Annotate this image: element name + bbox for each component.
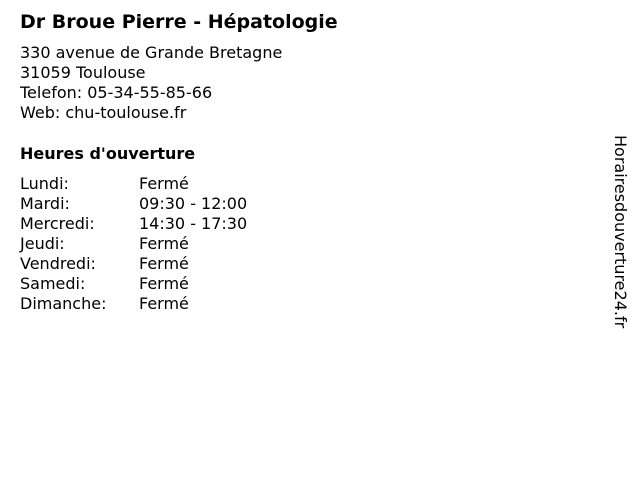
contact-info bbox=[20, 43, 282, 123]
hours-value: Fermé bbox=[139, 254, 189, 273]
hours-value: Fermé bbox=[139, 274, 189, 293]
watermark-site-name: Horairesdouverture24.fr bbox=[611, 135, 630, 329]
hours-value: Fermé bbox=[139, 234, 189, 253]
city-address: 31059 Toulouse bbox=[20, 63, 146, 82]
hours-value: Fermé bbox=[139, 174, 189, 193]
day-label: Mardi: bbox=[20, 194, 70, 213]
opening-hours-heading: Heures d'ouverture bbox=[20, 144, 196, 163]
day-label: Samedi: bbox=[20, 274, 86, 293]
phone-number: Telefon: 05-34-55-85-66 bbox=[20, 83, 213, 102]
day-label: Lundi: bbox=[20, 174, 69, 193]
hours-value: 09:30 - 12:00 bbox=[139, 194, 248, 213]
day-label: Jeudi: bbox=[20, 234, 65, 253]
street-address: 330 avenue de Grande Bretagne bbox=[20, 43, 283, 62]
hours-value: Fermé bbox=[139, 294, 189, 313]
day-label: Vendredi: bbox=[20, 254, 96, 273]
website: Web: chu-toulouse.fr bbox=[20, 103, 187, 122]
page-title: Dr Broue Pierre - Hépatologie bbox=[20, 11, 338, 33]
day-label: Dimanche: bbox=[20, 294, 107, 313]
day-label: Mercredi: bbox=[20, 214, 95, 233]
hours-value: 14:30 - 17:30 bbox=[139, 214, 248, 233]
